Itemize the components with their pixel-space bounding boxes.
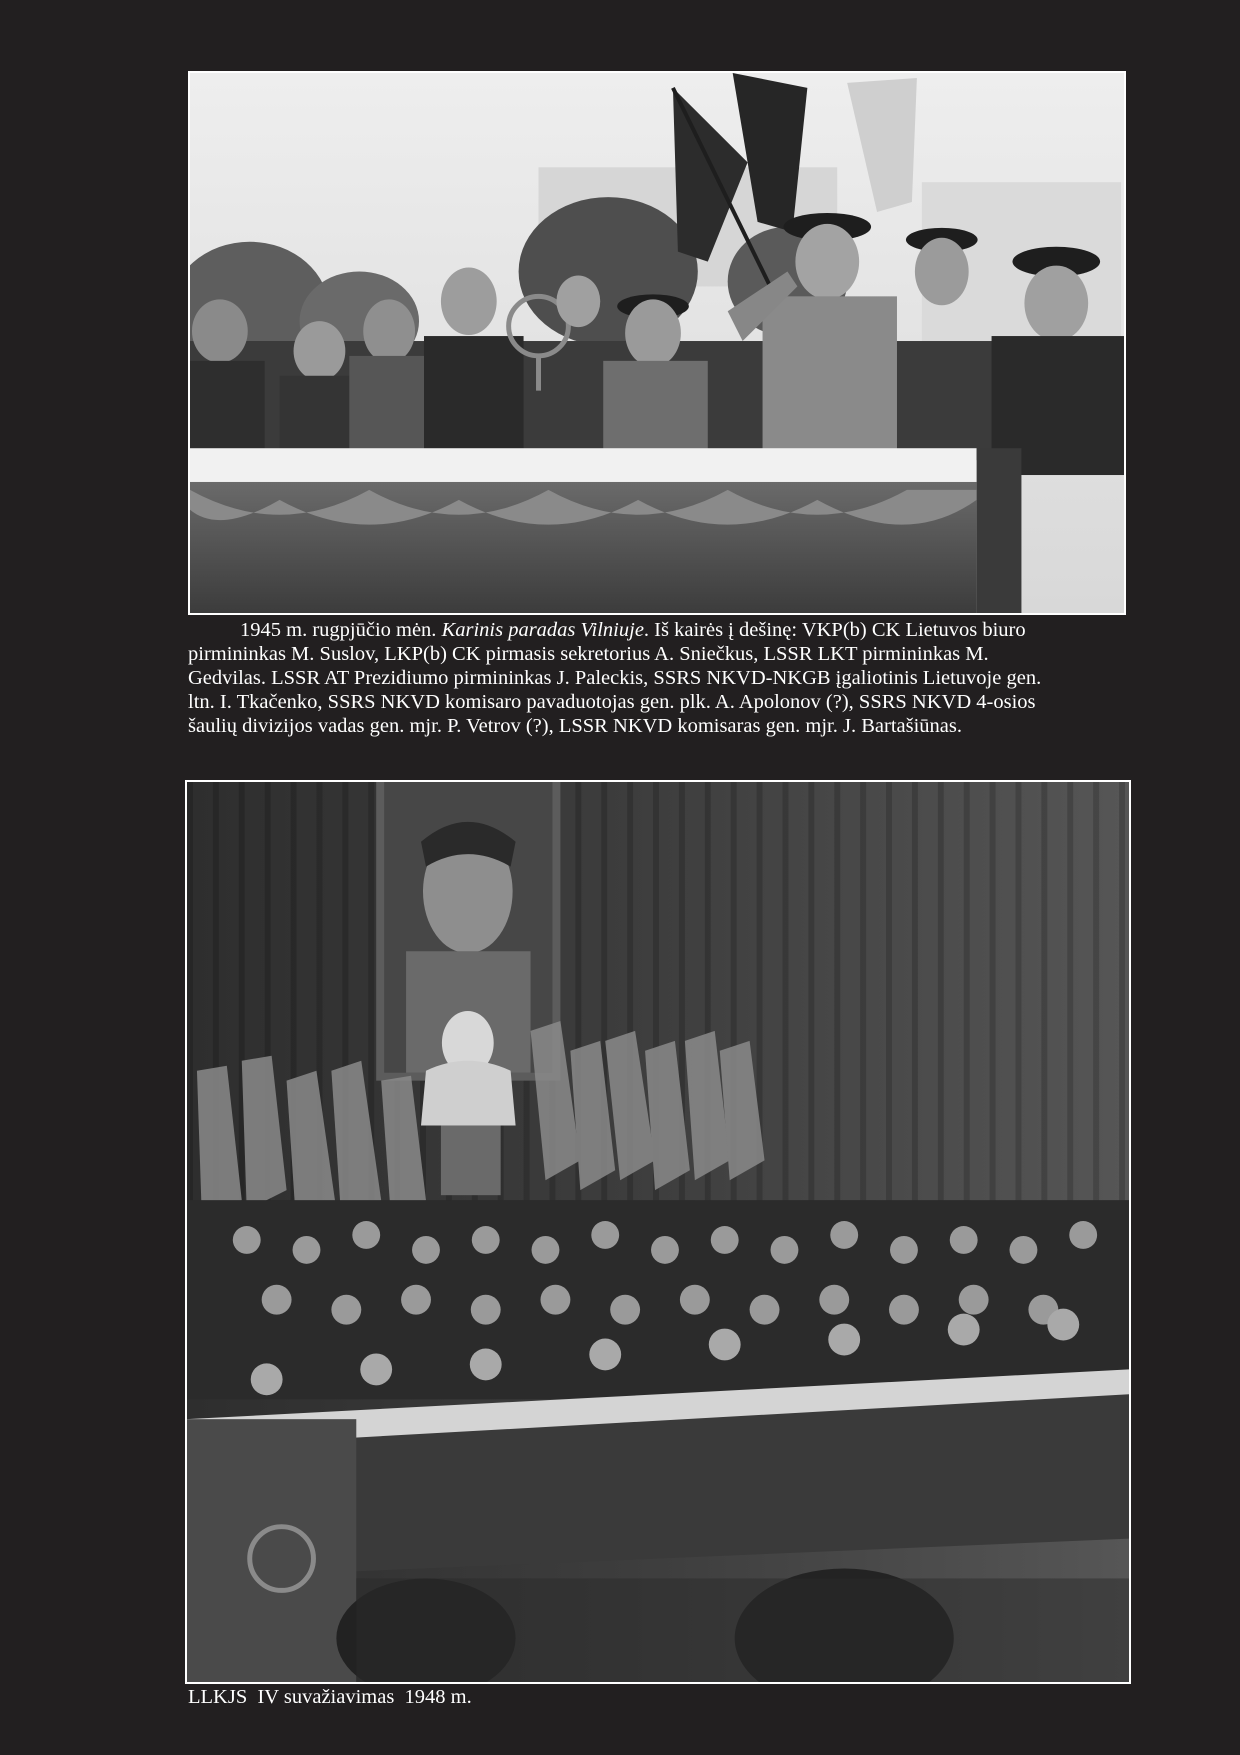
caption-line-3: Gedvilas. LSSR AT Prezidiumo pirmininkas J. Paleckis, SSRS NKVD-NKGB įgaliotinis Lietuvoje gen. xyxy=(188,667,1042,689)
caption-italic-title: Karinis paradas Vilniuje xyxy=(441,619,644,641)
caption-line-5: šaulių divizijos vadas gen. mjr. P. Vetrov (?), LSSR NKVD komisaras gen. mjr. J. Bartašiūnas. xyxy=(188,715,962,737)
military-parade-photo-image xyxy=(190,73,1124,613)
caption-line-1: 1945 m. rugpjūčio mėn. Karinis paradas Vilniuje. Iš kairės į dešinę: VKP(b) CK Lietuvos biuro xyxy=(240,619,1026,641)
military-parade-photo xyxy=(188,71,1126,615)
congress-photo-caption: LLKJS IV suvažiavimas 1948 m. xyxy=(188,1686,472,1708)
caption-line-2: pirmininkas M. Suslov, LKP(b) CK pirmasis sekretorius A. Sniečkus, LSSR LKT pirmininkas M. xyxy=(188,643,989,665)
congress-photo xyxy=(185,780,1131,1684)
caption-line-4: ltn. I. Tkačenko, SSRS NKVD komisaro pavaduotojas gen. plk. A. Apolonov (?), SSRS NKVD 4-osios xyxy=(188,691,1036,713)
parade-photo-caption xyxy=(188,618,1128,738)
congress-photo-image xyxy=(187,782,1129,1682)
